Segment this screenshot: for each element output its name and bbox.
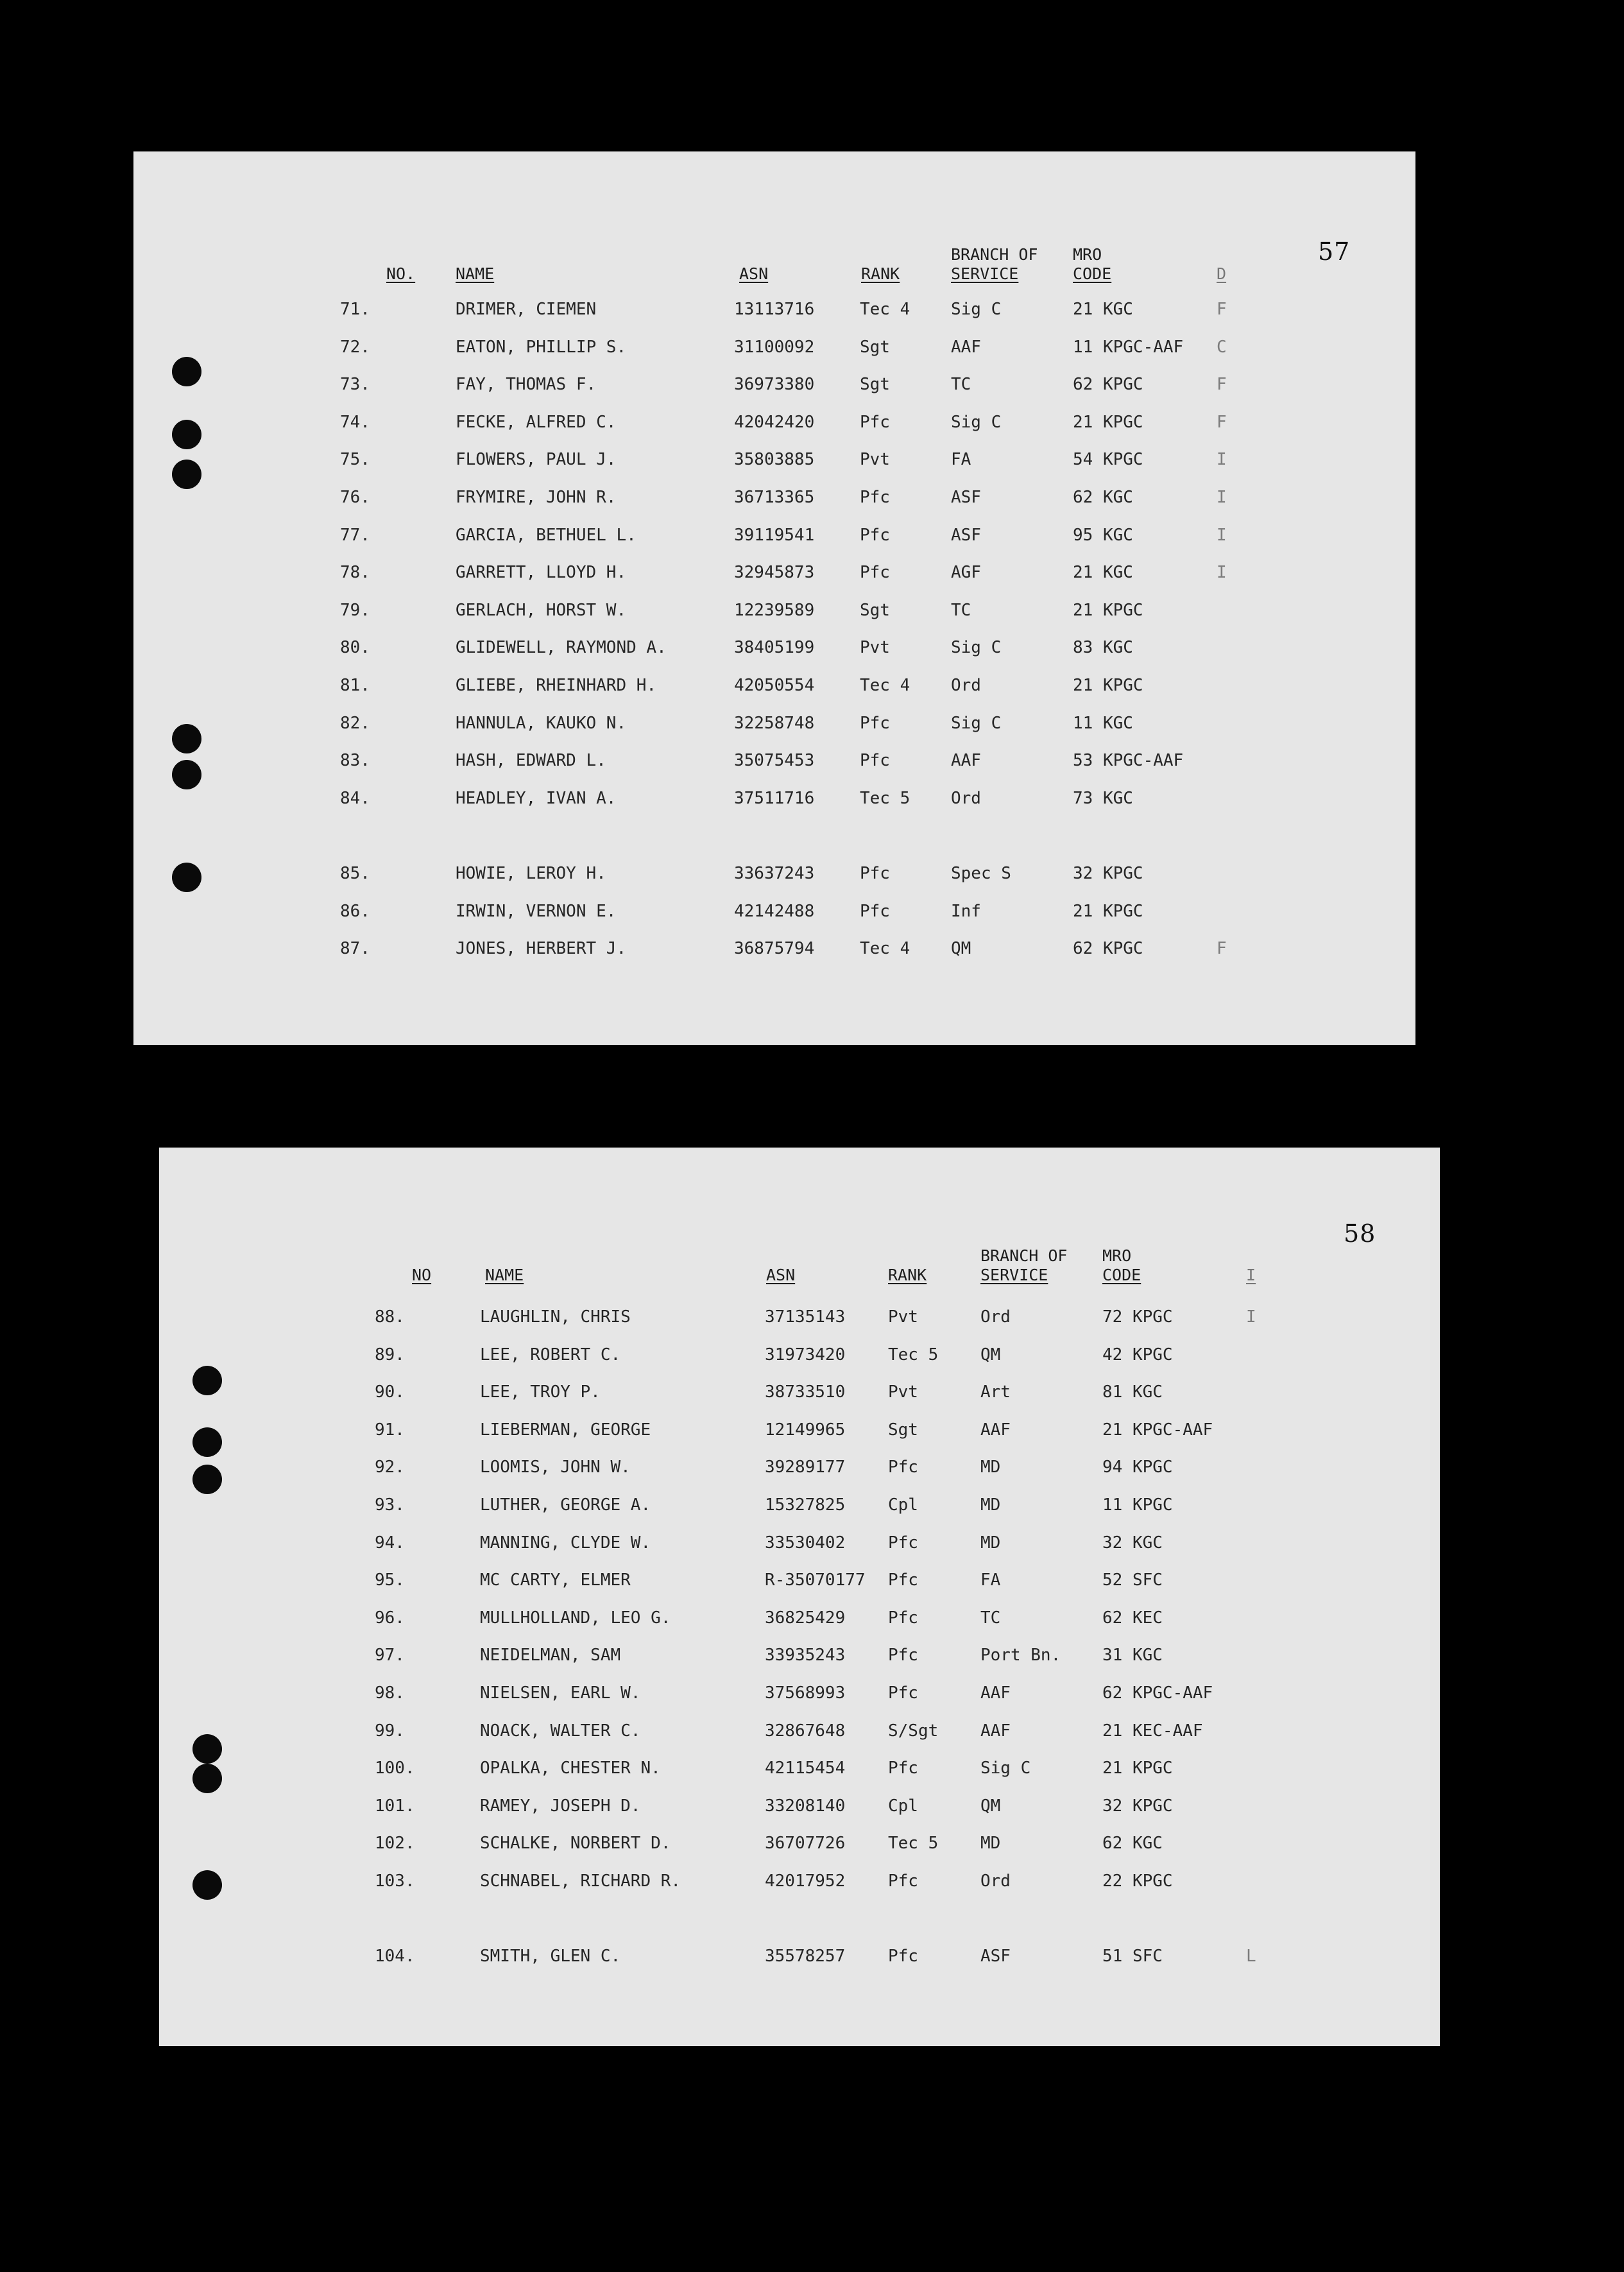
- cell-branch: MD: [980, 1834, 1001, 1854]
- cell-mro: 54 KPGC: [1073, 450, 1143, 470]
- header-mro: [1102, 1246, 1141, 1285]
- cell-asn: 42017952: [765, 1872, 846, 1891]
- table-row: [133, 936, 1415, 961]
- cell-asn: 36707726: [765, 1834, 846, 1854]
- cell-name: GLIDEWELL, RAYMOND A.: [456, 638, 667, 658]
- cell-rank: Pfc: [860, 713, 890, 733]
- cell-name: GARCIA, BETHUEL L.: [456, 525, 637, 545]
- table-row: [159, 1830, 1440, 1856]
- cell-no: 94.: [375, 1533, 405, 1553]
- cell-asn: 36875794: [734, 939, 815, 959]
- cell-branch: AAF: [951, 337, 981, 357]
- cell-asn: 37568993: [765, 1683, 846, 1703]
- cell-name: LOOMIS, JOHN W.: [480, 1458, 631, 1477]
- table-row: [133, 522, 1415, 548]
- table-row: [133, 710, 1415, 736]
- table-row: [159, 1530, 1440, 1556]
- cell-asn: 35578257: [765, 1947, 846, 1966]
- cell-name: EATON, PHILLIP S.: [456, 337, 627, 357]
- cell-name: RAMEY, JOSEPH D.: [480, 1796, 641, 1816]
- cell-branch: Sig C: [951, 300, 1002, 319]
- cell-asn: 42115454: [765, 1759, 846, 1778]
- cell-name: LEE, ROBERT C.: [480, 1345, 621, 1364]
- table-row: [133, 673, 1415, 698]
- cell-mro: 42 KPGC: [1102, 1345, 1173, 1364]
- cell-asn: 32867648: [765, 1721, 846, 1741]
- cell-name: LUTHER, GEORGE A.: [480, 1495, 651, 1515]
- cell-extra: I: [1217, 563, 1227, 583]
- cell-no: 74.: [340, 412, 370, 432]
- cell-mro: 22 KPGC: [1102, 1872, 1173, 1891]
- cell-rank: Pvt: [860, 638, 890, 658]
- header-mro-line1: MRO: [1073, 245, 1102, 264]
- table-row: [133, 297, 1415, 322]
- cell-extra: F: [1217, 412, 1227, 432]
- header-rank: RANK: [861, 264, 900, 283]
- cell-mro: 31 KGC: [1102, 1646, 1163, 1665]
- cell-asn: 42042420: [734, 412, 815, 432]
- cell-branch: TC: [951, 375, 971, 395]
- cell-rank: Cpl: [888, 1495, 918, 1515]
- cell-extra: F: [1217, 300, 1227, 319]
- table-row: [133, 861, 1415, 886]
- cell-extra: I: [1217, 450, 1227, 470]
- cell-no: 73.: [340, 375, 370, 395]
- cell-no: 78.: [340, 563, 370, 583]
- cell-branch: AGF: [951, 563, 981, 583]
- cell-mro: 21 KPGC-AAF: [1102, 1420, 1213, 1440]
- cell-name: FAY, THOMAS F.: [456, 375, 597, 395]
- cell-rank: Sgt: [860, 337, 890, 357]
- cell-mro: 11 KPGC: [1102, 1495, 1173, 1515]
- cell-no: 89.: [375, 1345, 405, 1364]
- table-row: [133, 372, 1415, 397]
- cell-asn: 35803885: [734, 450, 815, 470]
- table-row: [133, 635, 1415, 660]
- cell-no: 104.: [375, 1947, 415, 1966]
- cell-asn: 31973420: [765, 1345, 846, 1364]
- table-row: [133, 485, 1415, 510]
- cell-mro: 72 KPGC: [1102, 1307, 1173, 1327]
- cell-branch: Sig C: [951, 638, 1002, 658]
- cell-asn: 15327825: [765, 1495, 846, 1515]
- cell-branch: Art: [980, 1382, 1011, 1402]
- cell-asn: 36973380: [734, 375, 815, 395]
- header-branch-line2: SERVICE: [951, 264, 1019, 283]
- header-mro-line1: MRO: [1102, 1246, 1132, 1265]
- cell-no: 79.: [340, 600, 370, 620]
- cell-rank: Pfc: [888, 1458, 918, 1477]
- cell-no: 91.: [375, 1420, 405, 1440]
- cell-no: 77.: [340, 525, 370, 545]
- cell-branch: Ord: [951, 676, 981, 695]
- cell-mro: 21 KPGC: [1073, 676, 1143, 695]
- cell-name: SCHALKE, NORBERT D.: [480, 1834, 671, 1854]
- cell-rank: Pfc: [860, 864, 890, 883]
- cell-name: GARRETT, LLOYD H.: [456, 563, 627, 583]
- table-row: [159, 1492, 1440, 1518]
- cell-name: LIEBERMAN, GEORGE: [480, 1420, 651, 1440]
- cell-branch: QM: [980, 1796, 1001, 1816]
- cell-no: 101.: [375, 1796, 415, 1816]
- header-extra: I: [1246, 1266, 1256, 1284]
- cell-asn: 38405199: [734, 638, 815, 658]
- cell-no: 90.: [375, 1382, 405, 1402]
- table-row: [133, 598, 1415, 623]
- header-mro: [1073, 245, 1111, 284]
- cell-branch: Sig C: [951, 412, 1002, 432]
- table-row: [159, 1304, 1440, 1330]
- cell-name: MC CARTY, ELMER: [480, 1571, 631, 1590]
- cell-branch: Ord: [980, 1872, 1011, 1891]
- cell-name: NOACK, WALTER C.: [480, 1721, 641, 1741]
- cell-branch: Ord: [951, 788, 981, 808]
- cell-branch: FA: [951, 450, 971, 470]
- cell-rank: Pfc: [888, 1683, 918, 1703]
- cell-no: 72.: [340, 337, 370, 357]
- cell-rank: Pvt: [888, 1382, 918, 1402]
- cell-rank: Pfc: [860, 488, 890, 507]
- cell-no: 93.: [375, 1495, 405, 1515]
- cell-rank: Cpl: [888, 1796, 918, 1816]
- cell-branch: TC: [951, 600, 971, 620]
- cell-mro: 11 KPGC-AAF: [1073, 337, 1184, 357]
- table-row: [133, 899, 1415, 924]
- roster-page-58: [159, 1148, 1440, 2046]
- cell-asn: 12149965: [765, 1420, 846, 1440]
- cell-rank: Pvt: [860, 450, 890, 470]
- table-row: [159, 1642, 1440, 1668]
- cell-rank: Pfc: [888, 1947, 918, 1966]
- cell-mro: 62 KPGC-AAF: [1102, 1683, 1213, 1703]
- table-row: [133, 409, 1415, 435]
- cell-mro: 21 KEC-AAF: [1102, 1721, 1203, 1741]
- cell-mro: 53 KPGC-AAF: [1073, 751, 1184, 771]
- cell-mro: 21 KGC: [1073, 563, 1133, 583]
- cell-rank: Tec 4: [860, 939, 910, 959]
- cell-rank: Tec 5: [888, 1345, 939, 1364]
- cell-branch: Inf: [951, 901, 981, 921]
- cell-no: 76.: [340, 488, 370, 507]
- table-row: [159, 1943, 1440, 1969]
- cell-asn: 36713365: [734, 488, 815, 507]
- cell-mro: 81 KGC: [1102, 1382, 1163, 1402]
- cell-no: 82.: [340, 713, 370, 733]
- cell-no: 98.: [375, 1683, 405, 1703]
- header-branch-line2: SERVICE: [980, 1266, 1048, 1284]
- cell-asn: 42050554: [734, 676, 815, 695]
- cell-no: 86.: [340, 901, 370, 921]
- cell-mro: 52 SFC: [1102, 1571, 1163, 1590]
- cell-no: 83.: [340, 751, 370, 771]
- cell-rank: Tec 5: [888, 1834, 939, 1854]
- table-row: [159, 1793, 1440, 1819]
- cell-branch: ASF: [980, 1947, 1011, 1966]
- cell-name: JONES, HERBERT J.: [456, 939, 627, 959]
- header-branch-line1: BRANCH OF: [980, 1246, 1068, 1265]
- cell-rank: Pfc: [888, 1759, 918, 1778]
- cell-asn: R-35070177: [765, 1571, 866, 1590]
- table-row: [133, 748, 1415, 773]
- cell-name: HANNULA, KAUKO N.: [456, 713, 627, 733]
- cell-name: FECKE, ALFRED C.: [456, 412, 617, 432]
- cell-name: GLIEBE, RHEINHARD H.: [456, 676, 657, 695]
- cell-asn: 38733510: [765, 1382, 846, 1402]
- cell-asn: 35075453: [734, 751, 815, 771]
- page-number: 57: [1318, 237, 1351, 266]
- header-branch: [951, 245, 1038, 284]
- header-rank: RANK: [888, 1266, 927, 1284]
- cell-rank: Pfc: [860, 901, 890, 921]
- cell-rank: Tec 4: [860, 300, 910, 319]
- header-mro-line2: CODE: [1073, 264, 1112, 283]
- cell-asn: 36825429: [765, 1608, 846, 1628]
- cell-rank: Pfc: [860, 563, 890, 583]
- cell-no: 80.: [340, 638, 370, 658]
- cell-branch: QM: [980, 1345, 1001, 1364]
- header-mro-line2: CODE: [1102, 1266, 1141, 1284]
- cell-mro: 62 KGC: [1073, 488, 1133, 507]
- cell-mro: 32 KGC: [1102, 1533, 1163, 1553]
- cell-name: NIELSEN, EARL W.: [480, 1683, 641, 1703]
- cell-mro: 21 KGC: [1073, 300, 1133, 319]
- cell-branch: ASF: [951, 488, 981, 507]
- cell-mro: 73 KGC: [1073, 788, 1133, 808]
- page-number: 58: [1344, 1219, 1376, 1248]
- cell-mro: 94 KPGC: [1102, 1458, 1173, 1477]
- cell-branch: Ord: [980, 1307, 1011, 1327]
- cell-extra: I: [1217, 488, 1227, 507]
- cell-mro: 83 KGC: [1073, 638, 1133, 658]
- cell-no: 103.: [375, 1872, 415, 1891]
- table-row: [159, 1605, 1440, 1631]
- cell-asn: 33530402: [765, 1533, 846, 1553]
- cell-asn: 32258748: [734, 713, 815, 733]
- cell-branch: MD: [980, 1458, 1001, 1477]
- header-branch: [980, 1246, 1067, 1285]
- header-name: NAME: [485, 1266, 524, 1284]
- cell-asn: 37511716: [734, 788, 815, 808]
- table-row: [159, 1342, 1440, 1368]
- cell-rank: Pfc: [888, 1646, 918, 1665]
- table-row: [133, 334, 1415, 360]
- cell-no: 95.: [375, 1571, 405, 1590]
- cell-branch: MD: [980, 1495, 1001, 1515]
- cell-mro: 62 KPGC: [1073, 375, 1143, 395]
- table-row: [159, 1755, 1440, 1781]
- cell-no: 85.: [340, 864, 370, 883]
- cell-rank: Sgt: [860, 375, 890, 395]
- cell-name: LAUGHLIN, CHRIS: [480, 1307, 631, 1327]
- cell-rank: Sgt: [860, 600, 890, 620]
- cell-asn: 33208140: [765, 1796, 846, 1816]
- cell-rank: Pvt: [888, 1307, 918, 1327]
- table-row: [159, 1680, 1440, 1706]
- cell-name: NEIDELMAN, SAM: [480, 1646, 621, 1665]
- cell-rank: Pfc: [888, 1872, 918, 1891]
- cell-asn: 37135143: [765, 1307, 846, 1327]
- cell-no: 87.: [340, 939, 370, 959]
- cell-rank: Pfc: [888, 1571, 918, 1590]
- cell-rank: Pfc: [888, 1608, 918, 1628]
- header-no: NO.: [386, 264, 416, 283]
- table-row: [159, 1868, 1440, 1894]
- cell-branch: AAF: [980, 1420, 1011, 1440]
- cell-name: HOWIE, LEROY H.: [456, 864, 606, 883]
- cell-mro: 21 KPGC: [1073, 901, 1143, 921]
- cell-branch: MD: [980, 1533, 1001, 1553]
- cell-no: 71.: [340, 300, 370, 319]
- cell-asn: 33935243: [765, 1646, 846, 1665]
- cell-mro: 11 KGC: [1073, 713, 1133, 733]
- cell-branch: AAF: [951, 751, 981, 771]
- cell-asn: 39119541: [734, 525, 815, 545]
- cell-no: 99.: [375, 1721, 405, 1741]
- cell-name: FRYMIRE, JOHN R.: [456, 488, 617, 507]
- header-asn: ASN: [739, 264, 769, 283]
- cell-extra: L: [1246, 1947, 1256, 1966]
- header-branch-line1: BRANCH OF: [951, 245, 1038, 264]
- cell-name: HASH, EDWARD L.: [456, 751, 606, 771]
- cell-mro: 21 KPGC: [1102, 1759, 1173, 1778]
- cell-asn: 32945873: [734, 563, 815, 583]
- cell-rank: Pfc: [888, 1533, 918, 1553]
- cell-no: 102.: [375, 1834, 415, 1854]
- roster-page-57: [133, 151, 1415, 1045]
- cell-mro: 62 KPGC: [1073, 939, 1143, 959]
- cell-branch: ASF: [951, 525, 981, 545]
- cell-asn: 13113716: [734, 300, 815, 319]
- cell-name: SCHNABEL, RICHARD R.: [480, 1872, 681, 1891]
- cell-name: IRWIN, VERNON E.: [456, 901, 617, 921]
- cell-mro: 32 KPGC: [1073, 864, 1143, 883]
- cell-branch: FA: [980, 1571, 1001, 1590]
- cell-extra: F: [1217, 375, 1227, 395]
- cell-extra: F: [1217, 939, 1227, 959]
- cell-mro: 62 KGC: [1102, 1834, 1163, 1854]
- cell-extra: I: [1217, 525, 1227, 545]
- cell-branch: AAF: [980, 1683, 1011, 1703]
- header-name: NAME: [456, 264, 495, 283]
- cell-name: HEADLEY, IVAN A.: [456, 788, 617, 808]
- cell-branch: Sig C: [951, 713, 1002, 733]
- cell-mro: 51 SFC: [1102, 1947, 1163, 1966]
- cell-asn: 42142488: [734, 901, 815, 921]
- cell-extra: C: [1217, 337, 1227, 357]
- cell-asn: 12239589: [734, 600, 815, 620]
- table-row: [159, 1454, 1440, 1480]
- cell-name: GERLACH, HORST W.: [456, 600, 627, 620]
- cell-rank: Tec 4: [860, 676, 910, 695]
- cell-name: MANNING, CLYDE W.: [480, 1533, 651, 1553]
- cell-no: 81.: [340, 676, 370, 695]
- table-row: [133, 786, 1415, 811]
- cell-asn: 33637243: [734, 864, 815, 883]
- cell-no: 96.: [375, 1608, 405, 1628]
- cell-branch: AAF: [980, 1721, 1011, 1741]
- cell-mro: 21 KPGC: [1073, 412, 1143, 432]
- cell-rank: Pfc: [860, 525, 890, 545]
- table-row: [159, 1379, 1440, 1405]
- cell-branch: Port Bn.: [980, 1646, 1061, 1665]
- cell-mro: 62 KEC: [1102, 1608, 1163, 1628]
- cell-name: DRIMER, CIEMEN: [456, 300, 597, 319]
- cell-name: SMITH, GLEN C.: [480, 1947, 621, 1966]
- cell-branch: Sig C: [980, 1759, 1031, 1778]
- table-row: [133, 447, 1415, 472]
- cell-asn: 31100092: [734, 337, 815, 357]
- table-row: [159, 1567, 1440, 1593]
- table-row: [133, 560, 1415, 585]
- cell-rank: Sgt: [888, 1420, 918, 1440]
- cell-branch: TC: [980, 1608, 1001, 1628]
- cell-mro: 21 KPGC: [1073, 600, 1143, 620]
- cell-no: 88.: [375, 1307, 405, 1327]
- cell-mro: 95 KGC: [1073, 525, 1133, 545]
- cell-no: 92.: [375, 1458, 405, 1477]
- cell-mro: 32 KPGC: [1102, 1796, 1173, 1816]
- cell-no: 97.: [375, 1646, 405, 1665]
- cell-no: 100.: [375, 1759, 415, 1778]
- cell-name: LEE, TROY P.: [480, 1382, 601, 1402]
- cell-asn: 39289177: [765, 1458, 846, 1477]
- cell-rank: Tec 5: [860, 788, 910, 808]
- cell-branch: Spec S: [951, 864, 1011, 883]
- cell-rank: Pfc: [860, 412, 890, 432]
- cell-no: 75.: [340, 450, 370, 470]
- table-row: [159, 1417, 1440, 1443]
- cell-name: MULLHOLLAND, LEO G.: [480, 1608, 671, 1628]
- cell-rank: Pfc: [860, 751, 890, 771]
- cell-name: FLOWERS, PAUL J.: [456, 450, 617, 470]
- cell-branch: QM: [951, 939, 971, 959]
- cell-name: OPALKA, CHESTER N.: [480, 1759, 661, 1778]
- header-no: NO: [412, 1266, 432, 1284]
- cell-rank: S/Sgt: [888, 1721, 939, 1741]
- table-row: [159, 1718, 1440, 1744]
- cell-extra: I: [1246, 1307, 1256, 1327]
- header-extra: D: [1217, 264, 1227, 283]
- header-asn: ASN: [766, 1266, 796, 1284]
- cell-no: 84.: [340, 788, 370, 808]
